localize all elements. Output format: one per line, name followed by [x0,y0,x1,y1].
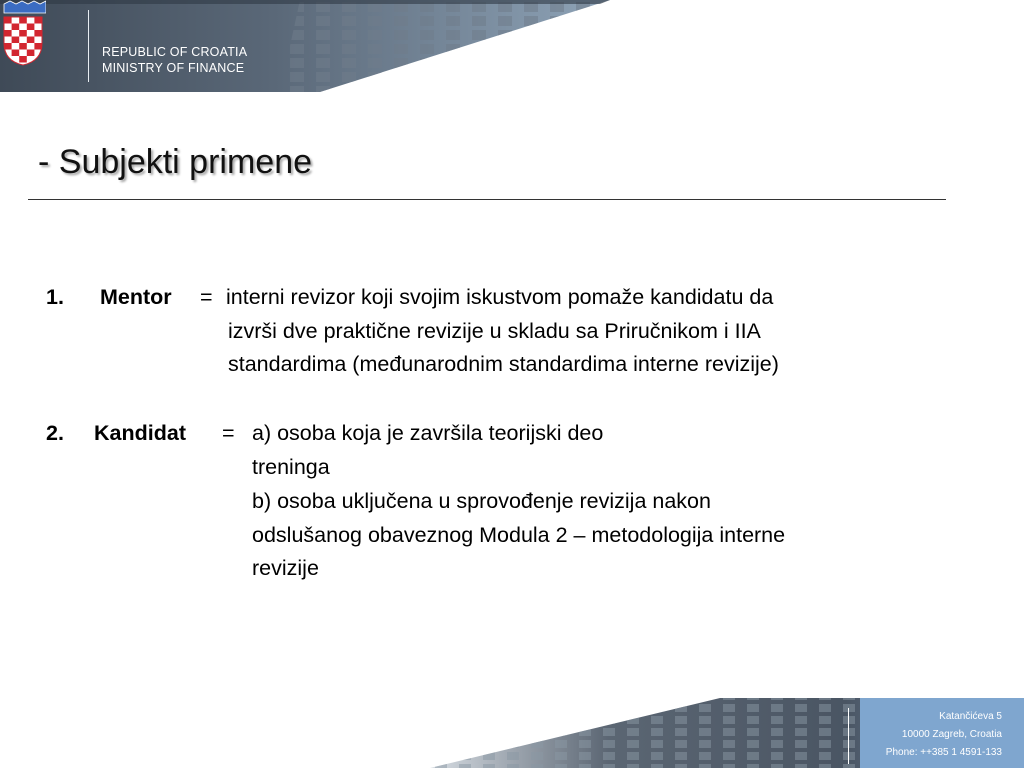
slide-title: - Subjekti primene [38,143,313,181]
ministry-label: MINISTRY OF FINANCE [102,61,245,75]
ministry-name [102,44,247,76]
footer-background [0,690,1024,768]
item-text-line: a) osoba koja je završila teorijski deo [252,421,604,445]
country-name: REPUBLIC OF CROATIA [102,45,248,59]
footer-banner [0,690,1024,768]
address-text: Katančićeva 5 [939,711,1002,722]
footer-divider [848,708,849,764]
item-term: Mentor [100,285,172,309]
header-divider [88,10,89,82]
title-underline [28,199,946,200]
item-number: 1. [46,285,64,309]
phone-text: Phone: ++385 1 4591-133 [885,747,1002,758]
item-number: 2. [46,421,64,445]
item-separator: = [200,285,213,309]
item-text-line: treninga [252,455,330,479]
item-separator: = [222,421,235,445]
item-text-line: revizije [252,556,319,580]
item-text-line: izvrši dve praktične revizije u skladu sa Priručnikom i IIA [228,319,761,343]
coat-of-arms-logo [0,0,46,66]
item-text-line: interni revizor koji svojim iskustvom pomaže kandidatu da [226,285,774,309]
header-banner [0,0,1024,96]
item-term: Kandidat [94,421,186,445]
contact-info [886,708,1002,762]
item-text-line: standardima (međunarodnim standardima interne revizije) [228,352,779,376]
item-text-line: b) osoba uključena u sprovođenje revizija nakon [252,489,711,513]
item-text-line: odslušanog obaveznog Modula 2 – metodologija interne [252,523,786,547]
city-text: 10000 Zagreb, Croatia [901,729,1002,740]
